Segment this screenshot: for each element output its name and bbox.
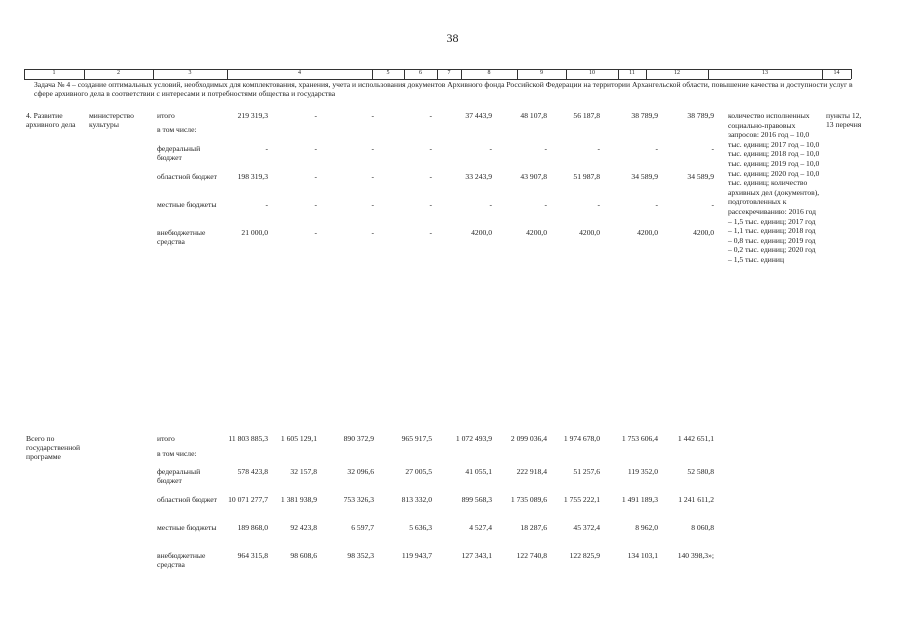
header-col-13: 13 (762, 70, 768, 76)
header-col-8: 8 (487, 70, 491, 76)
header-col-2: 2 (117, 70, 120, 76)
total-value-cell: 92 423,8 (290, 523, 317, 532)
header-col-3: 3 (188, 70, 192, 76)
section-4-value-cell: 38 789,9 (631, 111, 658, 120)
total-value-cell: 813 332,0 (401, 495, 432, 504)
header-col-14: 14 (833, 70, 840, 76)
total-value-cell: 27 005,5 (405, 467, 432, 476)
total-value-cell: 189 868,0 (237, 523, 268, 532)
section-4-value-cell: 4200,0 (579, 228, 600, 237)
section-4-value-cell: - (544, 200, 547, 209)
total-value-cell: 4 527,4 (469, 523, 492, 532)
total-value-cell: 1 735 089,6 (510, 495, 547, 504)
header-col-6: 6 (419, 70, 422, 76)
section-4-value-cell: - (314, 144, 317, 153)
page-number: 38 (446, 31, 459, 45)
section-4-value-cell: - (655, 144, 658, 153)
section-4-value-cell: - (314, 228, 317, 237)
section-4-value-cell: - (371, 172, 374, 181)
section-4-value-cell: 21 000,0 (241, 228, 268, 237)
total-row-label: итого (157, 434, 175, 443)
section-4-row-label: федеральный бюджет (157, 144, 201, 163)
total-value-cell: 1 491 189,3 (621, 495, 658, 504)
section-4-value-cell: 43 907,8 (520, 172, 547, 181)
header-col-1: 1 (52, 70, 56, 76)
section-4-value-cell: 4200,0 (526, 228, 547, 237)
header-col-12: 12 (674, 70, 680, 76)
header-col-7: 7 (447, 70, 451, 76)
section-4-value-cell: - (429, 111, 432, 120)
total-value-cell: 41 055,1 (465, 467, 492, 476)
total-value-cell: 122 740,8 (516, 551, 547, 560)
section-4-row-label: в том числе: (157, 125, 197, 134)
section-4-value-cell: - (371, 144, 374, 153)
header-col-9: 9 (540, 70, 543, 76)
total-value-cell: 98 608,6 (290, 551, 317, 560)
total-value-cell: 965 917,5 (401, 434, 432, 443)
section-4-value-cell: - (314, 200, 317, 209)
section-4-value-cell: - (314, 172, 317, 181)
section-4-value-cell: - (711, 200, 714, 209)
total-value-cell: 32 096,6 (347, 467, 374, 476)
total-value-cell: 122 825,9 (569, 551, 600, 560)
total-value-cell: 10 071 277,7 (228, 495, 268, 504)
total-value-cell: 134 103,1 (627, 551, 658, 560)
total-name: Всего по государственной программе (26, 434, 81, 462)
section-4-value-cell: - (429, 200, 432, 209)
total-value-cell: 8 060,8 (691, 523, 714, 532)
section-4-value-cell: 37 443,9 (465, 111, 492, 120)
section-4-indicator: количество исполненных социально-правовых запросов: 2016 год – 10,0 тыс. единиц; 2017 год – 10,0 тыс. единиц; 2018 год – 10,0 тыс. единиц; 2019 год – 10,0 тыс. единиц; 2020 год – 10,0 тыс. единиц; количество архивных дел (документов), подготовленных к рассекречиванию: 2016 год – 1,5 тыс. единиц; 2017 год – 1,1 тыс. единиц; 2018 год – 0,8 тыс. единиц; 2019 год – 0,2 тыс. единиц; 2020 год – 1,5 тыс. единиц (728, 111, 820, 264)
section-4-value-cell: 219 319,3 (237, 111, 268, 120)
total-value-cell: 51 257,6 (573, 467, 600, 476)
section-4-value-cell: - (429, 228, 432, 237)
total-value-cell: 890 372,9 (343, 434, 374, 443)
total-value-cell: 1 753 606,4 (621, 434, 658, 443)
section-4-value-cell: 38 789,9 (687, 111, 714, 120)
section-4-name: 4. Развитие архивного дела (26, 111, 76, 130)
total-row-label: внебюджетные средства (157, 551, 206, 570)
section-4-row-label: областной бюджет (157, 172, 217, 181)
header-col-11: 11 (629, 70, 635, 76)
section-4-value-cell: - (265, 200, 268, 209)
total-value-cell: 11 803 885,3 (228, 434, 268, 443)
total-value-cell: 127 343,1 (461, 551, 492, 560)
section-4-value-cell: - (489, 200, 492, 209)
total-value-cell: 222 918,4 (516, 467, 547, 476)
section-4-value-cell: 56 187,8 (573, 111, 600, 120)
section-4-value-cell: 48 107,8 (520, 111, 547, 120)
section-4-value-cell: - (371, 200, 374, 209)
total-value-cell: 45 372,4 (573, 523, 600, 532)
header-col-5: 5 (386, 70, 390, 76)
section-4-row-label: итого (157, 111, 175, 120)
section-4-value-cell: - (429, 144, 432, 153)
total-value-cell: 1 241 611,2 (678, 495, 714, 504)
section-4-value-cell: 198 319,3 (237, 172, 268, 181)
section-4-value-cell: - (371, 111, 374, 120)
total-value-cell: 899 568,3 (461, 495, 492, 504)
section-4-value-cell: 4200,0 (637, 228, 658, 237)
total-value-cell: 18 287,6 (520, 523, 547, 532)
total-row-label: федеральный бюджет (157, 467, 201, 486)
total-value-cell: 52 580,8 (687, 467, 714, 476)
section-4-row-label: внебюджетные средства (157, 228, 206, 247)
total-value-cell: 1 381 938,9 (280, 495, 317, 504)
section-4-value-cell: 51 987,8 (573, 172, 600, 181)
total-value-cell: 119 943,7 (401, 551, 432, 560)
total-value-cell: 1 442 651,1 (677, 434, 714, 443)
section-4-value-cell: - (429, 172, 432, 181)
section-4-executor: министерство культуры (89, 111, 134, 130)
total-row-label: местные бюджеты (157, 523, 217, 532)
header-col-4: 4 (298, 70, 301, 76)
task-heading: Задача № 4 – создание оптимальных условий, необходимых для комплектования, хранения, учета и использования документов Архивного фонда Российской Федерации на территории Архангельской области, повышение качества и доступности услуг в сфере архивного дела в соответствии с интересами и потребностями общества и государства (34, 80, 853, 99)
section-4-value-cell: 34 589,9 (631, 172, 658, 181)
total-value-cell: 119 352,0 (627, 467, 658, 476)
total-value-cell: 964 315,8 (237, 551, 268, 560)
section-4-value-cell: - (655, 200, 658, 209)
section-4-value-cell: - (544, 144, 547, 153)
section-4-value-cell: - (597, 144, 600, 153)
total-row-label: областной бюджет (157, 495, 217, 504)
section-4-value-cell: 4200,0 (471, 228, 492, 237)
total-value-cell: 1 974 678,0 (563, 434, 600, 443)
section-4-value-cell: 34 589,9 (687, 172, 714, 181)
section-4-value-cell: - (597, 200, 600, 209)
section-4-value-cell: - (711, 144, 714, 153)
total-value-cell: 1 605 129,1 (280, 434, 317, 443)
total-value-cell: 6 597,7 (351, 523, 374, 532)
section-4-value-cell: 33 243,9 (465, 172, 492, 181)
total-value-cell: 8 962,0 (635, 523, 658, 532)
total-value-cell: 2 099 036,4 (510, 434, 547, 443)
section-4-value-cell: 4200,0 (693, 228, 714, 237)
total-value-cell: 578 423,8 (237, 467, 268, 476)
section-4-value-cell: - (489, 144, 492, 153)
total-value-cell: 98 352,3 (347, 551, 374, 560)
section-4-value-cell: - (371, 228, 374, 237)
section-4-row-label: местные бюджеты (157, 200, 217, 209)
section-4-value-cell: - (314, 111, 317, 120)
total-value-cell: 5 636,3 (409, 523, 432, 532)
total-row-label: в том числе: (157, 449, 197, 458)
total-value-cell: 1 755 222,1 (563, 495, 600, 504)
header-divider (851, 69, 852, 79)
total-value-cell: 140 398,3»; (677, 551, 714, 560)
section-4-reference: пункты 12, 13 перечня (826, 111, 862, 130)
total-value-cell: 1 072 493,9 (455, 434, 492, 443)
section-4-value-cell: - (265, 144, 268, 153)
header-col-10: 10 (589, 70, 595, 76)
total-value-cell: 32 157,8 (290, 467, 317, 476)
total-value-cell: 753 326,3 (343, 495, 374, 504)
